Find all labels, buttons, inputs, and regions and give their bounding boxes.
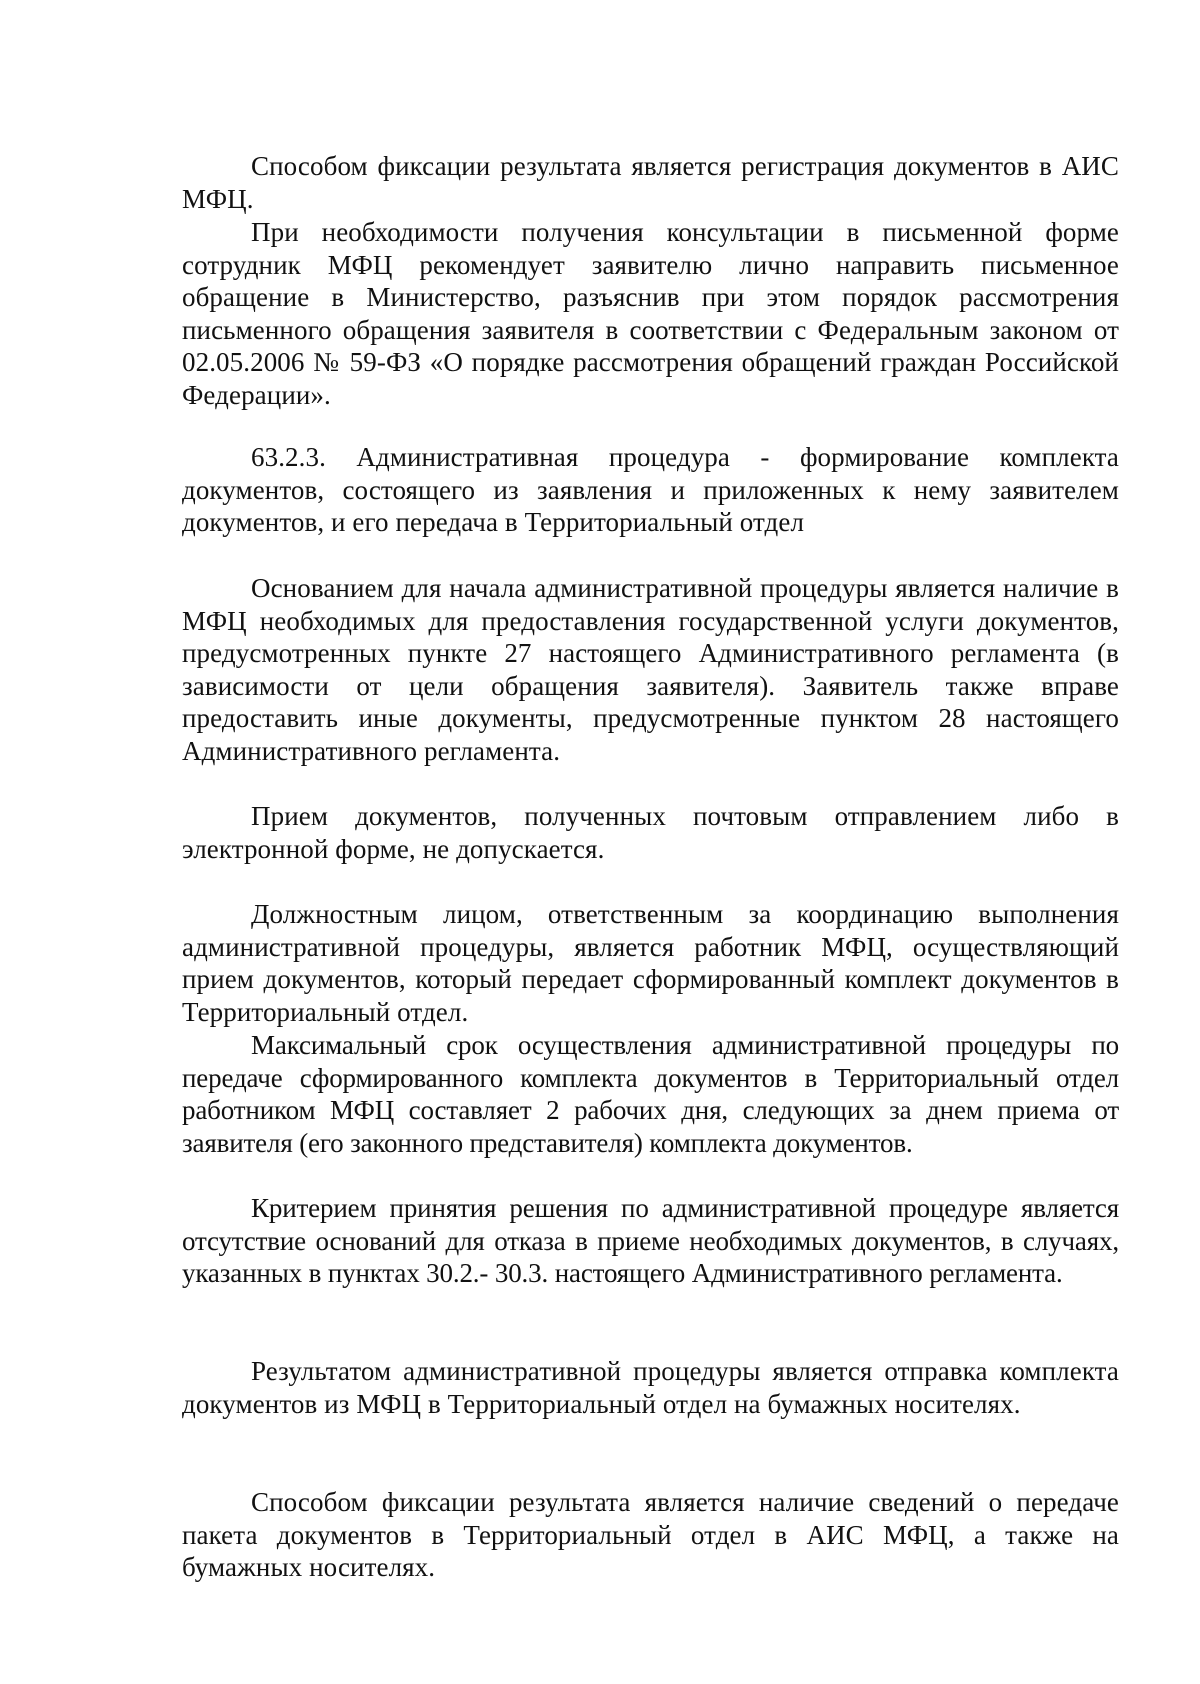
paragraph-text: Способом фиксации результата является регистрация документов в АИС МФЦ. xyxy=(182,151,1119,214)
paragraph-result-fixation xyxy=(182,1486,1119,1584)
paragraph-written-consultation xyxy=(182,216,1119,412)
paragraph-decision-criterion xyxy=(182,1192,1119,1290)
paragraph-text: Максимальный срок осуществления административной процедуры по передаче сформированного комплекта документов в Территориальный отдел работником МФЦ составляет 2 рабочих дня, следующих за днем приема от заявителя (его законного представителя) комплекта документов. xyxy=(182,1030,1119,1158)
paragraph-text: Результатом административной процедуры является отправка комплекта документов из МФЦ в Территориальный отдел на бумажных носителях. xyxy=(182,1356,1119,1419)
paragraph-text: Должностным лицом, ответственным за координацию выполнения административной процедуры, является работник МФЦ, осуществляющий прием документов, который передает сформированный комплект документов в Территориальный отдел. xyxy=(182,899,1119,1027)
paragraph-responsible-person xyxy=(182,898,1119,1028)
paragraph-fixation-registration xyxy=(182,150,1119,215)
paragraph-postal-reception xyxy=(182,800,1119,865)
paragraph-text: Критерием принятия решения по административной процедуре является отсутствие оснований для отказа в приеме необходимых документов, в случаях, указанных в пунктах 30.2.- 30.3. настоящего Административного регламента. xyxy=(182,1193,1119,1289)
paragraph-text: Способом фиксации результата является наличие сведений о передаче пакета документов в Территориальный отдел в АИС МФЦ, а также на бумажных носителях. xyxy=(182,1487,1119,1583)
paragraph-procedure-basis xyxy=(182,572,1119,768)
paragraph-text: Основанием для начала административной процедуры является наличие в МФЦ необходимых для предоставления государственной услуги документов, предусмотренных пункте 27 настоящего Административного регламента (в зависимости от цели обращения заявителя). Заявитель также вправе предоставить иные документы, предусмотренные пунктом 28 настоящего Административного регламента. xyxy=(182,573,1119,766)
paragraph-procedure-result xyxy=(182,1355,1119,1420)
paragraph-text: Прием документов, полученных почтовым отправлением либо в электронной форме, не допускается. xyxy=(182,801,1119,864)
section-heading-63-2-3 xyxy=(182,441,1119,539)
paragraph-text: При необходимости получения консультации в письменной форме сотрудник МФЦ рекомендует заявителю лично направить письменное обращение в Министерство, разъяснив при этом порядок рассмотрения письменного обращения заявителя в соответствии с Федеральным законом от 02.05.2006 № 59-ФЗ «О порядке рассмотрения обращений граждан Российской Федерации». xyxy=(182,217,1119,410)
paragraph-maximum-term xyxy=(182,1029,1119,1159)
section-heading-text: 63.2.3. Административная процедура - формирование комплекта документов, состоящего из заявления и приложенных к нему заявителем документов, и его передача в Территориальный отдел xyxy=(182,442,1119,538)
